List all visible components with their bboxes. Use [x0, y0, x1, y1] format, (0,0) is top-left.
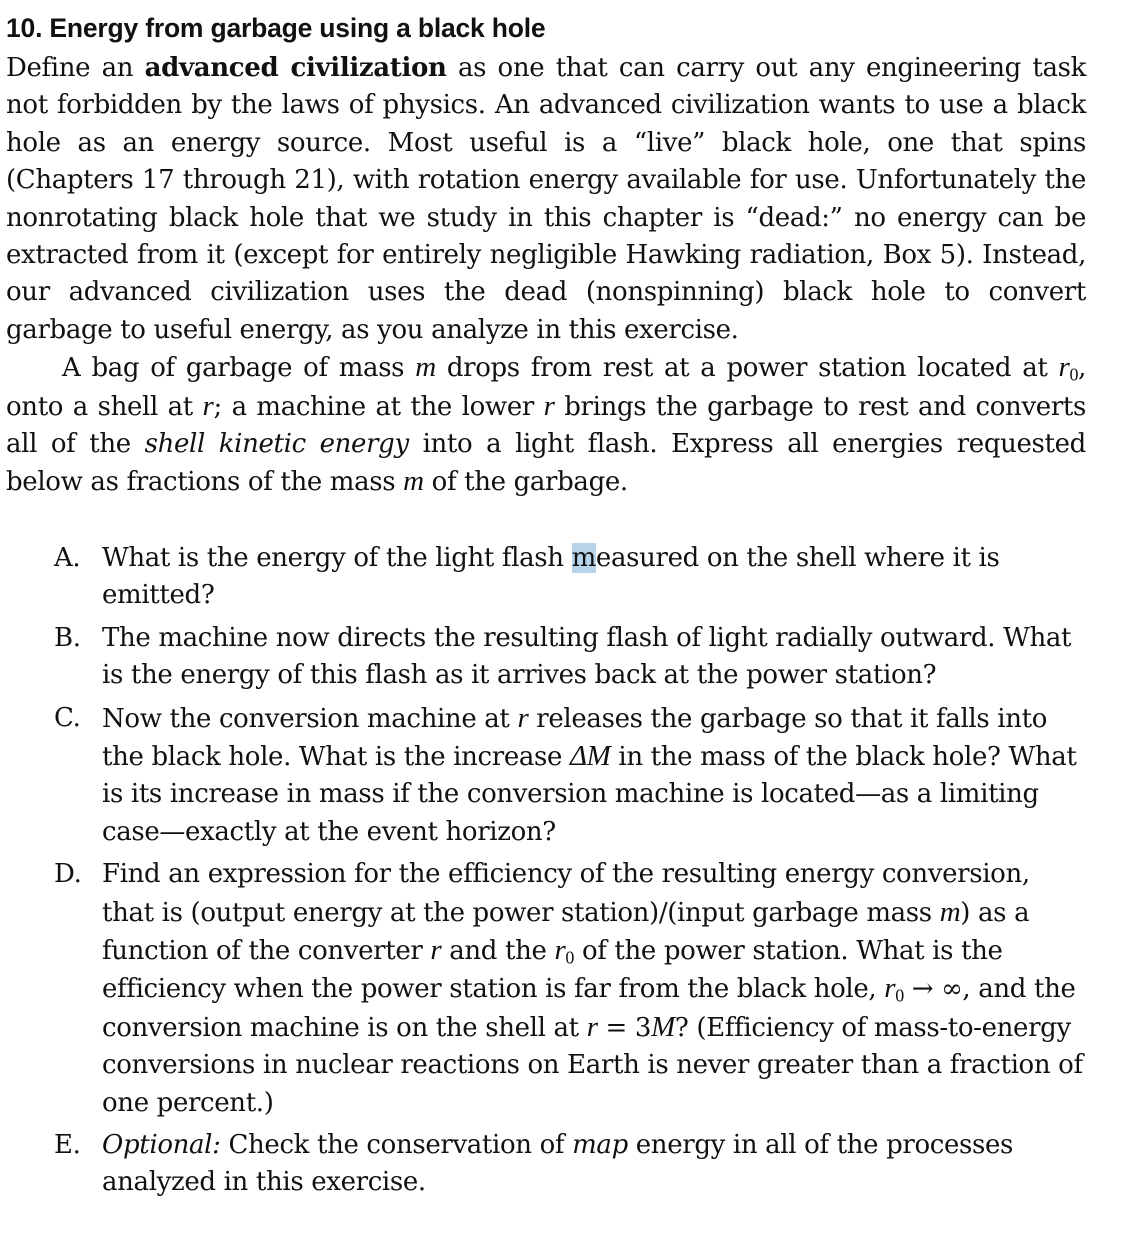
r-symbol: r	[884, 972, 896, 1005]
question-list	[6, 540, 1086, 1202]
r-symbol: r	[517, 701, 529, 734]
question-text: releases the garbage so that it falls into the black hole. What is the increase	[102, 703, 1048, 772]
mass-symbol: m	[939, 895, 961, 928]
optional-label: Optional:	[102, 1129, 221, 1160]
question-text: of the power station. What is the efficiency when the power station is far from the black hole,	[102, 935, 1003, 1005]
question-text: and the	[441, 935, 555, 966]
shell-kinetic-energy-term: shell kinetic energy	[144, 429, 409, 460]
setup-text: drops from rest at a power station located at	[435, 353, 1059, 384]
question-text: What is the energy of the light flash	[102, 542, 572, 573]
exercise-title: 10. Energy from garbage using a black hole	[6, 13, 546, 43]
setup-text: A bag of garbage of mass	[62, 353, 416, 384]
intro-paragraph	[6, 50, 1086, 349]
setup-text: of the garbage.	[423, 467, 628, 498]
black-hole-mass-symbol: M	[651, 1010, 675, 1043]
exercise	[6, 10, 1086, 1207]
question-text: ) as a function of the converter	[102, 897, 1030, 966]
setup-text: brings the garbage to rest and converts all of the	[6, 391, 1087, 460]
intro-text: Define an	[6, 53, 145, 83]
delta-m-symbol: ΔM	[569, 739, 611, 772]
r-symbol: r	[1058, 351, 1070, 384]
question-d	[6, 856, 1086, 1122]
equation-value: = 3	[597, 1012, 652, 1043]
r-symbol: r	[202, 389, 214, 422]
r-symbol: r	[586, 1010, 598, 1043]
setup-text: into a light flash. Express all energies requested below as fractions of the mass	[6, 429, 1086, 498]
mass-symbol: m	[415, 351, 436, 384]
question-text: in the mass of the black hole? What is its increase in mass if the conversion machine is located—as a limiting case—exactly at the event horizon?	[102, 741, 1077, 847]
question-c	[6, 700, 1086, 852]
question-text: easured on the shell where it is emitted?	[102, 542, 1000, 611]
question-letter: B.	[54, 622, 81, 653]
question-letter: C.	[54, 702, 81, 733]
r-symbol: r	[430, 933, 442, 966]
question-text: Find an expression for the efficiency of the resulting energy conversion, that is (output energy at the power station)/(input garbage mass	[102, 859, 1030, 928]
question-text: ? (Efficiency of mass-to-energy conversions in nuclear reactions on Earth is never greater than a fraction of one percent.)	[102, 1012, 1083, 1118]
question-text: Check the conservation of	[220, 1129, 573, 1160]
r-symbol: r	[543, 389, 555, 422]
question-e	[6, 1127, 1086, 1202]
setup-paragraph	[6, 349, 1086, 502]
question-text: The machine now directs the resulting flash of light radially outward. What is the energy of this flash as it arrives back at the power station?	[102, 622, 1072, 691]
question-letter: E.	[54, 1129, 81, 1160]
question-a	[6, 540, 1086, 615]
question-text: , and the conversion machine is on the shell at	[102, 974, 1076, 1043]
r0-symbol	[884, 972, 904, 1004]
r-symbol: r	[554, 933, 566, 966]
advanced-civilization-term: advanced civilization	[144, 53, 447, 83]
mass-symbol: m	[403, 465, 424, 498]
subscript-zero: 0	[565, 947, 575, 968]
question-text: energy in all of the processes analyzed in this exercise.	[102, 1129, 1014, 1198]
question-letter: D.	[54, 859, 82, 890]
limit-arrow: → ∞	[903, 974, 963, 1005]
setup-text: , onto a shell at	[6, 353, 1086, 422]
intro-text-rest: as one that can carry out any engineering task not forbidden by the laws of physics. An advanced civilization wants to use a black hole as an energy source. Most useful is a “live” black hole, one that spins (Chapters 17 through 21), with rotation energy available for use. Unfortunately the nonrotating black hole that we study in this chapter is “dead:” no energy can be extracted from it (except for entirely negligible Hawking radiation, Box 5). Instead, our advanced civilization uses the dead (nonspinning) black hole to convert garbage to useful energy, as you analyze in this exercise.	[6, 53, 1086, 345]
question-b	[6, 620, 1086, 695]
r0-symbol	[1059, 351, 1079, 383]
question-text: Now the conversion machine at	[102, 703, 518, 734]
subscript-zero: 0	[1069, 364, 1079, 385]
map-term: map	[572, 1129, 628, 1160]
setup-text: ; a machine at the lower	[213, 391, 544, 422]
selection-highlight[interactable]: m	[571, 542, 596, 573]
r0-symbol	[554, 934, 574, 966]
subscript-zero: 0	[895, 985, 904, 1006]
question-letter: A.	[54, 542, 81, 573]
